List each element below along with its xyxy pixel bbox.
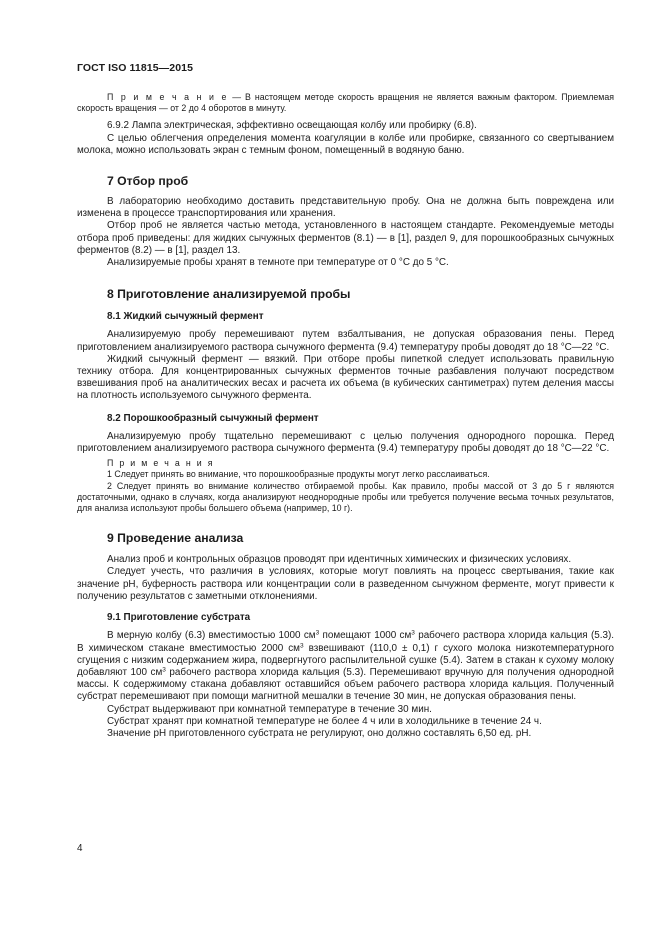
superscript-3: 3 [315,629,320,637]
section-9-paragraph-1: Анализ проб и контрольных образцов проводят при идентичных химических и физических условиях. [107,554,572,566]
section-9-title: 9 Проведение анализа [107,531,244,546]
subsection-8-1-paragraph-2: Жидкий сычужный фермент — вязкий. При отборе пробы пипеткой следует использовать правильную технику отбора. Для концентрированных сычужных ферментов точные разбавления получают посредством взвешивания проб на аналитических весах и расчета их объема (в кубических сантиметрах) путем деления массы на плотность используемого сычужного фермента. [77,353,614,402]
note-1: 1 Следует принять во внимание, что порошкообразные продукты могут легко расслаиваться. [107,469,490,480]
text-fragment: взвешивают (110,0 ± 0,1) г сухого молока низкотемпературного сгущения с низким содержанием жира, подвергнутого распылительной сушке (5.4). Затем в стакан к сухому молоку добавляют 100 см [77,642,615,678]
section-7-paragraph-2: Отбор проб не является частью метода, установленного в настоящем стандарте. Рекомендуемые методы отбора проб приведены: для жидких сычужных ферментов (8.1) — в [1], раздел 9, для порошкообразных сычужных ферментов (8.2) — в [1], раздел 13. [77,220,614,256]
subsection-9-1-paragraph-2: Субстрат выдерживают при комнатной температуре в течение 30 мин. [107,703,432,715]
subsection-9-1-paragraph-1 [77,630,614,703]
subsection-8-2-paragraph-1: Анализируемую пробу тщательно перемешивают с целью получения однородного порошка. Перед приготовлением анализируемого раствора сычужного фермента (9.4) температуру пробы доводят до 18 °С—22 °С. [77,430,614,455]
subsection-8-1-title: 8.1 Жидкий сычужный фермент [107,311,264,323]
text-fragment: В мерную колбу (6.3) вместимостью 1000 см [107,630,316,642]
standard-header: ГОСТ ISO 11815—2015 [77,62,194,74]
superscript-3: 3 [162,666,166,674]
paragraph-6-9-2-screen: С целью облегчения определения момента коагуляции в колбе или пробирке, связанного со свертыванием молока, можно использовать экран с темным фоном, помещенный в водяную баню. [77,132,614,156]
section-9-paragraph-2: Следует учесть, что различия в условиях, которые могут повлиять на процесс свертывания, такие как значение рН, буферность раствора или концентрации соли в разведенном сычужном ферменте, могут привести к получению результатов с заметными отклонениями. [77,566,614,602]
notes-label-text: П р и м е ч а н и я [107,458,215,469]
subsection-8-2-title: 8.2 Порошкообразный сычужный фермент [107,412,319,424]
note-2: 2 Следует принять во внимание количество отбираемой пробы. Как правило, пробы массой от 3 до 5 г являются достаточными, однако в случаях, когда анализируют неоднородные пробы или требуется получение весьма точных результатов, для анализа используют пробы большего объема (например, 10 г). [77,480,614,514]
text-fragment: рабочего раствора хлорида кальция (5.3). Перемешивают вручную для получения однородной массы. К содержимому стакана добавляют оставшийся объем рабочего раствора хлорида кальция. Полученный субстрат перемешивают при помощи магнитной мешалки в течение 30 мин, не допуская образования пены. [77,666,614,703]
section-7-paragraph-1: В лабораторию необходимо доставить представительную пробу. Она не должна быть повреждена или изменена в процессе транспортирования или хранения. [77,196,614,220]
section-8-title: 8 Приготовление анализируемой пробы [107,287,351,302]
subsection-9-1-title: 9.1 Приготовление субстрата [107,612,251,624]
text-fragment: помещают 1000 см [319,630,412,642]
text-fragment: рабочего раствора хлорида кальция (5.3). В химическом стакане вместимостью 2000 см [77,630,614,654]
page-content [77,92,614,740]
note-text: — В настоящем методе скорость вращения не является важным фактором. Приемлемая скорость вращения — от 2 до 4 оборотов в минуту. [77,92,615,114]
subsection-9-1-paragraph-4: Значение рН приготовленного субстрата не регулируют, оно должно составлять 6,50 ед. рН. [107,727,532,739]
note-rotation-speed [77,92,614,114]
section-7-paragraph-3: Анализируемые пробы хранят в темноте при температуре от 0 °С до 5 °С. [107,257,449,269]
subsection-8-1-paragraph-1: Анализируемую пробу перемешивают путем взбалтывания, не допуская образования пены. Перед приготовлением анализируемого раствора сычужного фермента (9.4) температуру пробы доводят до 18 °С—22 °С. [77,329,614,353]
page-number: 4 [77,843,83,854]
notes-label [77,458,614,469]
subsection-9-1-paragraph-3: Субстрат хранят при комнатной температуре не более 4 ч или в холодильнике в течение 24 ч. [107,715,542,727]
superscript-3: 3 [299,642,304,649]
paragraph-6-9-2: 6.9.2 Лампа электрическая, эффективно освещающая колбу или пробирку (6.8). [107,120,477,132]
note-label: П р и м е ч а н и е [107,92,229,102]
superscript-3: 3 [411,629,415,637]
section-7-title: 7 Отбор проб [107,174,189,189]
